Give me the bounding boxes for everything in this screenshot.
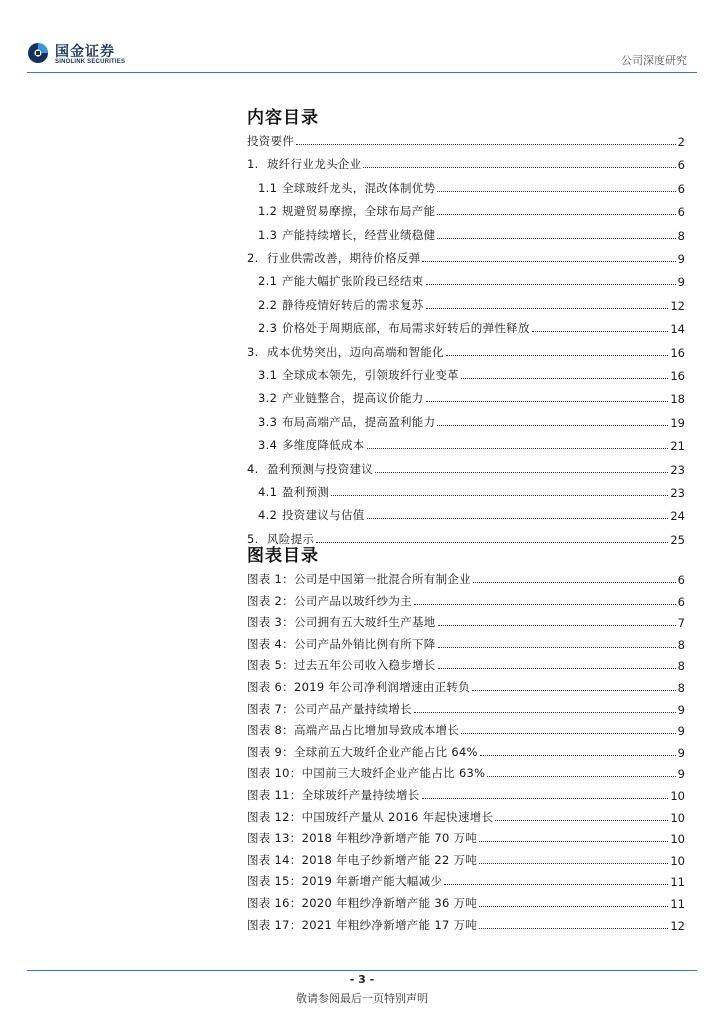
dot-leader: [414, 604, 676, 605]
dot-leader: [461, 733, 676, 734]
entry-page-number: 10: [670, 810, 685, 825]
entry-page-number: 6: [677, 181, 685, 196]
entry-number: 3.4: [258, 438, 278, 453]
entry-number: 2.2: [258, 297, 278, 312]
entry-text: 成本优势突出，迈向高端和智能化: [266, 344, 444, 359]
entry-page-number: 21: [670, 439, 685, 454]
entry-label: [247, 657, 436, 673]
dot-leader: [438, 625, 676, 626]
entry-page-number: 23: [670, 462, 685, 477]
entry-page-number: 9: [677, 702, 685, 717]
toc-entry[interactable]: [247, 431, 685, 453]
entry-text: 风险提示: [266, 531, 315, 546]
entry-label: [247, 873, 442, 889]
entry-page-number: 8: [677, 681, 685, 695]
entry-label: [247, 636, 436, 652]
entry-label: [247, 461, 373, 477]
entry-text: 图表 7：公司产品产量持续增长: [247, 701, 412, 716]
dot-leader: [363, 167, 675, 168]
figure-entry[interactable]: [247, 911, 685, 933]
figure-entry[interactable]: [247, 565, 685, 587]
entry-page-number: 6: [677, 594, 685, 609]
entry-number: 5.: [247, 531, 259, 546]
entry-label: [247, 809, 493, 825]
entry-label: [247, 367, 459, 383]
entry-text: 盈利预测与投资建议: [266, 461, 374, 476]
figures-title: 图表目录: [247, 546, 319, 566]
entry-label: [247, 156, 361, 172]
dot-leader: [316, 542, 668, 543]
figure-entry[interactable]: [247, 673, 685, 695]
toc-entry[interactable]: [247, 408, 685, 430]
footer-divider: [27, 970, 697, 971]
entry-label: [247, 250, 420, 266]
entry-page-number: 8: [677, 637, 685, 652]
entry-page-number: 23: [670, 486, 685, 500]
dot-leader: [461, 378, 668, 379]
entry-number: 1.1: [258, 180, 278, 195]
dot-leader: [444, 884, 668, 885]
entry-label: [247, 437, 365, 453]
entry-label: [247, 895, 477, 911]
entry-page-number: 9: [677, 745, 685, 760]
dot-leader: [438, 647, 676, 648]
entry-label: [247, 722, 459, 738]
entry-page-number: 19: [670, 415, 685, 430]
logo-icon: [27, 40, 51, 66]
dot-leader: [426, 284, 676, 285]
entry-number: 4.2: [258, 508, 278, 523]
toc-entry[interactable]: [247, 314, 685, 336]
entry-label: [247, 787, 420, 803]
entry-label: [247, 679, 470, 695]
dot-leader: [487, 776, 675, 777]
entry-label: [247, 390, 424, 406]
report-type: 公司深度研究: [621, 54, 687, 67]
entry-text: 图表 16：2020 年粗纱净新增产能 36 万吨: [247, 896, 478, 910]
entry-page-number: 8: [677, 659, 685, 674]
entry-text: 全球成本领先，引领玻纤行业变革: [281, 368, 459, 382]
entry-text: 产能大幅扩张阶段已经结束: [281, 274, 424, 289]
toc-entry[interactable]: [247, 197, 685, 219]
toc-entry[interactable]: [247, 338, 685, 360]
entry-number: 1.2: [258, 204, 278, 219]
entry-page-number: 10: [670, 832, 685, 847]
dot-leader: [438, 668, 676, 669]
entry-number: 3.1: [258, 368, 278, 382]
entry-label: [247, 414, 435, 430]
dot-leader: [422, 798, 669, 799]
entry-text: 图表 11：全球玻纤产量持续增长: [247, 788, 420, 802]
entry-label: [247, 852, 477, 868]
entry-label: [247, 830, 477, 846]
entry-label: [247, 203, 435, 219]
entry-text: 图表 13：2018 年粗纱净新增产能 70 万吨: [247, 831, 478, 846]
entry-page-number: 9: [677, 767, 685, 782]
dot-leader: [437, 214, 675, 215]
logo-chinese-name: 国金证券: [55, 44, 115, 60]
dot-leader: [375, 472, 668, 473]
entry-text: 投资要件: [247, 134, 295, 148]
entry-page-number: 9: [677, 275, 685, 290]
entry-text: 布局高端产品，提高盈利能力: [281, 414, 436, 429]
entry-label: [247, 484, 329, 500]
entry-page-number: 6: [677, 205, 685, 220]
toc-entry[interactable]: [247, 244, 685, 266]
entry-text: 行业供需改善，期待价格反弹: [266, 251, 421, 265]
entry-page-number: 6: [677, 573, 685, 587]
entry-text: 图表 1：公司是中国第一批混合所有制企业: [247, 572, 471, 586]
page-number: - 3 -: [349, 973, 375, 986]
dot-leader: [422, 261, 675, 262]
figure-entry[interactable]: [247, 889, 685, 911]
entry-label: [247, 273, 424, 289]
entry-number: 3.: [247, 344, 259, 359]
entry-label: [247, 917, 477, 933]
entry-text: 图表 17：2021 年粗纱净新增产能 17 万吨: [247, 917, 478, 932]
dot-leader: [480, 755, 676, 756]
entry-text: 投资建议与估值: [281, 508, 365, 523]
entry-number: 1.3: [258, 227, 278, 242]
entry-text: 图表 10：中国前三大玻纤企业产能占比 63%: [247, 766, 486, 781]
toc-entry[interactable]: [247, 384, 685, 406]
entry-number: 2.1: [258, 274, 278, 289]
toc-entry[interactable]: [247, 455, 685, 477]
entry-label: [247, 593, 412, 609]
entry-page-number: 2: [677, 135, 685, 149]
figure-entry[interactable]: [247, 651, 685, 673]
dot-leader: [479, 906, 668, 907]
figure-entry[interactable]: [247, 716, 685, 738]
dot-leader: [367, 518, 669, 519]
toc-entry[interactable]: [247, 501, 685, 523]
entry-number: 3.2: [258, 391, 278, 406]
toc-entry[interactable]: [247, 221, 685, 243]
figure-entry[interactable]: [247, 803, 685, 825]
figure-entry[interactable]: [247, 587, 685, 609]
entry-text: 静待疫情好转后的需求复苏: [281, 297, 424, 312]
dot-leader: [437, 425, 668, 426]
page-header: [0, 0, 724, 76]
entry-page-number: 10: [670, 789, 685, 803]
toc-entry[interactable]: [247, 291, 685, 313]
toc-entry[interactable]: [247, 174, 685, 196]
entry-number: 2.: [247, 251, 259, 265]
dot-leader: [472, 690, 676, 691]
dot-leader: [479, 841, 668, 842]
entry-page-number: 18: [670, 392, 685, 407]
entry-text: 图表 15：2019 年新增产能大幅减少: [247, 874, 443, 889]
entry-page-number: 14: [670, 322, 685, 337]
entry-number: 4.1: [258, 485, 278, 499]
entry-text: 产业链整合，提高议价能力: [281, 391, 424, 406]
entry-number: 1.: [247, 157, 259, 172]
figure-entry[interactable]: [247, 738, 685, 760]
figure-entry[interactable]: [247, 781, 685, 803]
entry-page-number: 10: [670, 853, 685, 868]
entry-label: [247, 297, 424, 313]
company-logo: [27, 40, 137, 70]
dot-leader: [473, 582, 676, 583]
entry-page-number: 11: [670, 897, 685, 911]
entry-label: [247, 507, 365, 523]
disclaimer-note: 敬请参阅最后一页特别声明: [296, 992, 428, 1005]
entry-text: 图表 9：全球前五大玻纤企业产能占比 64%: [247, 744, 478, 759]
entry-page-number: 11: [670, 875, 685, 890]
contents-title: 内容目录: [247, 108, 319, 128]
entry-number: 4.: [247, 461, 259, 476]
dot-leader: [426, 308, 669, 309]
entry-text: 多维度降低成本: [281, 438, 365, 453]
entry-page-number: 9: [677, 724, 685, 739]
figure-entry[interactable]: [247, 630, 685, 652]
entry-number: 3.3: [258, 414, 278, 429]
entry-page-number: 8: [677, 228, 685, 243]
entry-page-number: 12: [670, 918, 685, 933]
entry-text: 全球玻纤龙头，混改体制优势: [281, 180, 436, 195]
entry-text: 图表 12：中国玻纤产量从 2016 年起快速增长: [247, 809, 494, 824]
entry-text: 产能持续增长，经营业绩稳健: [281, 227, 436, 242]
entry-label: [247, 614, 436, 630]
entry-text: 盈利预测: [281, 485, 330, 499]
toc-entry[interactable]: [247, 478, 685, 500]
entry-page-number: 9: [677, 252, 685, 266]
entry-text: 图表 4：公司产品外销比例有所下降: [247, 636, 436, 651]
entry-label: [247, 180, 435, 196]
toc-entry[interactable]: [247, 267, 685, 289]
entry-page-number: 6: [677, 158, 685, 173]
figure-entry[interactable]: [247, 695, 685, 717]
figure-entry[interactable]: [247, 759, 685, 781]
entry-page-number: 7: [677, 616, 685, 631]
entry-text: 图表 3：公司拥有五大玻纤生产基地: [247, 615, 436, 630]
dot-leader: [532, 331, 669, 332]
figure-entry[interactable]: [247, 824, 685, 846]
dot-leader: [437, 238, 675, 239]
figure-entry[interactable]: [247, 846, 685, 868]
figure-entry[interactable]: [247, 867, 685, 889]
entry-text: 价格处于周期底部，布局需求好转后的弹性释放: [281, 321, 530, 336]
entry-text: 图表 5：过去五年公司收入稳步增长: [247, 658, 436, 673]
entry-text: 规避贸易摩擦，全球布局产能: [281, 204, 436, 219]
toc-entry[interactable]: [247, 127, 685, 149]
dot-leader: [426, 401, 669, 402]
entry-text: 图表 8：高端产品占比增加导致成本增长: [247, 723, 460, 738]
entry-label: [247, 571, 471, 587]
dot-leader: [495, 820, 668, 821]
entry-page-number: 16: [670, 369, 685, 383]
dot-leader: [296, 144, 675, 145]
entry-number: 2.3: [258, 321, 278, 336]
dot-leader: [437, 191, 675, 192]
dot-leader: [479, 928, 668, 929]
entry-label: [247, 744, 478, 760]
entry-page-number: 16: [670, 345, 685, 360]
entry-page-number: 25: [670, 532, 685, 547]
dot-leader: [331, 495, 668, 496]
figure-entry[interactable]: [247, 608, 685, 630]
entry-label: [247, 133, 294, 149]
dot-leader: [446, 355, 668, 356]
entry-label: [247, 227, 435, 243]
entry-text: 图表 6：2019 年公司净利润增速由正转负: [247, 680, 470, 694]
dot-leader: [479, 863, 668, 864]
toc-entry[interactable]: [247, 361, 685, 383]
entry-text: 玻纤行业龙头企业: [266, 157, 362, 172]
entry-label: [247, 701, 412, 717]
logo-english-name: SINOLINK SECURITIES: [55, 59, 126, 65]
dot-leader: [367, 448, 669, 449]
entry-text: 图表 2：公司产品以玻纤纱为主: [247, 593, 412, 608]
dot-leader: [414, 712, 676, 713]
entry-label: [247, 320, 530, 336]
header-divider: [27, 72, 697, 73]
entry-label: [247, 344, 444, 360]
entry-label: [247, 765, 485, 781]
entry-page-number: 24: [670, 509, 685, 524]
entry-text: 图表 14：2018 年电子纱新增产能 22 万吨: [247, 852, 478, 867]
entry-page-number: 12: [670, 298, 685, 313]
toc-entry[interactable]: [247, 150, 685, 172]
